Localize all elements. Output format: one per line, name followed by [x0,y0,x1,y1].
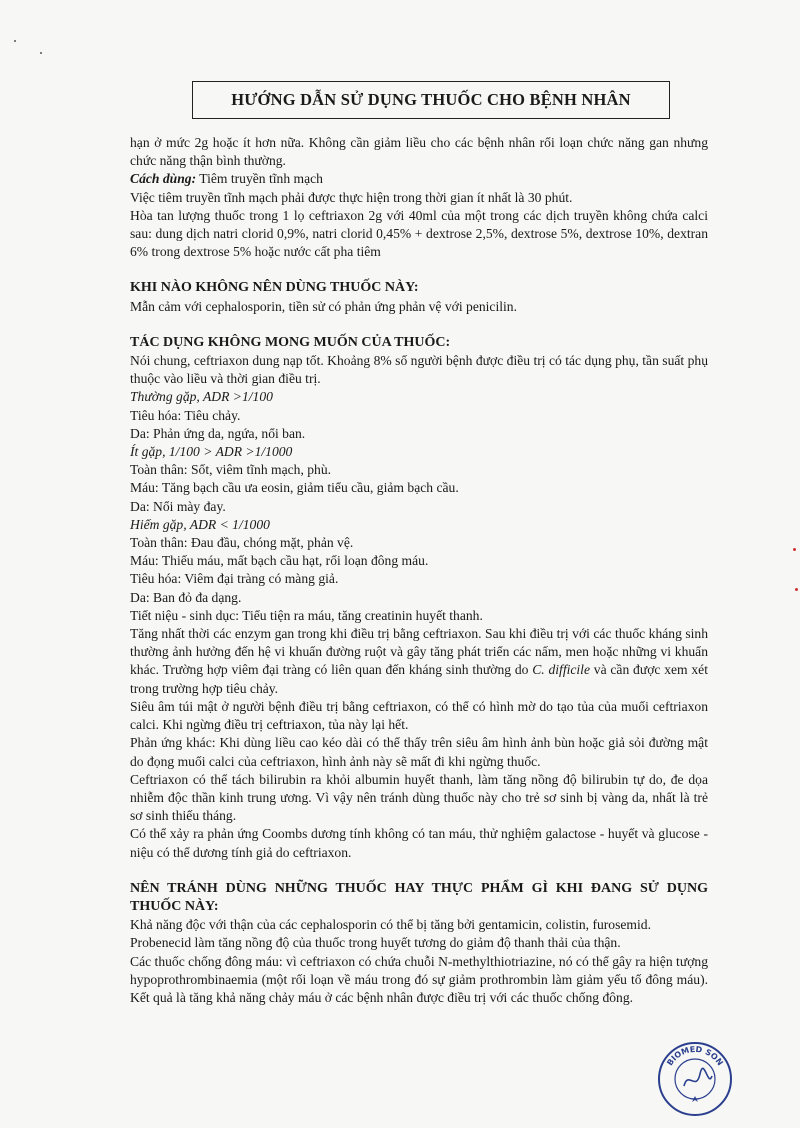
usage-text: Tiêm truyền tĩnh mạch [196,171,323,187]
usage-line [130,170,708,188]
company-stamp [656,1040,734,1118]
side-effects-heading: TÁC DỤNG KHÔNG MONG MUỐN CỦA THUỐC: [130,334,451,350]
edge-mark [795,588,798,591]
rare-item: Tiết niệu - sinh dục: Tiểu tiện ra máu, tăng creatinin huyết thanh. [130,607,483,623]
uncommon-item: Máu: Tăng bạch cầu ưa eosin, giảm tiểu cầu, giảm bạch cầu. [130,480,459,496]
liver-enzyme-paragraph [130,625,708,698]
edge-mark [793,548,796,551]
liver-text-a: Tăng nhất thời các enzym gan trong khi điều trị bằng ceftriaxon. Sau khi điều trị với các thuốc kháng sinh thường ảnh hưởng đến hệ vi khuẩn đường ruột và gây tăng phát triển các nấm, men hoặc những vi khuẩn khác. Trường hợp viêm đại tràng có liên quan đến kháng sinh thường do [130,626,708,678]
stamp-text: BIOMED SON [665,1044,725,1068]
other-reactions-paragraph: Phản ứng khác: Khi dùng liều cao kéo dài có thể thấy trên siêu âm hình ảnh bùn hoặc giả sỏi đường mật do đọng muối calci của ceftriaxon, hình ảnh này sẽ mất đi khi ngừng thuốc. [130,735,708,769]
uncommon-item: Da: Nổi mày đay. [130,498,226,514]
organism-name: C. difficile [532,662,590,678]
liver-text-b: và cần được xem xét trong trường hợp tiêu chảy. [130,662,708,696]
uncommon-item: Toàn thân: Sốt, viêm tĩnh mạch, phù. [130,462,332,478]
gallbladder-paragraph: Siêu âm túi mật ở người bệnh điều trị bằng ceftriaxon, có thể có hình mờ do tạo tủa của muối ceftriaxon calci. Khi ngừng điều trị ceftriaxon, tủa này lại hết. [130,698,708,733]
scan-speck [14,40,16,42]
side-effects-intro: Nói chung, ceftriaxon dung nạp tốt. Khoảng 8% số người bệnh được điều trị có tác dụng phụ, tần suất phụ thuộc vào liều và thời gian điều trị. [130,353,708,387]
interactions-heading: NÊN TRÁNH DÙNG NHỮNG THUỐC HAY THỰC PHẨM GÌ KHI ĐANG SỬ DỤNG THUỐC NÀY: [130,880,708,914]
kidney-toxicity-paragraph: Khả năng độc với thận của các cephalosporin có thể bị tăng bởi gentamicin, colistin, furosemid. [130,917,651,933]
scan-speck [40,52,42,54]
common-label: Thường gặp, ADR >1/100 [130,389,273,405]
rare-item: Máu: Thiếu máu, mất bạch cầu hạt, rối loạn đông máu. [130,553,429,569]
rare-label: Hiếm gặp, ADR < 1/1000 [130,516,270,532]
coombs-paragraph: Có thể xảy ra phản ứng Coombs dương tính không có tan máu, thử nghiệm galactose - huyết và glucose - niệu có thể dương tính giả do ceftriaxon. [130,826,708,860]
rare-item: Da: Ban đỏ đa dạng. [130,589,242,605]
common-item: Da: Phản ứng da, ngứa, nổi ban. [130,425,306,441]
page-title: HƯỚNG DẪN SỬ DỤNG THUỐC CHO BỆNH NHÂN [192,81,670,119]
contraindications-heading: KHI NÀO KHÔNG NÊN DÙNG THUỐC NÀY: [130,280,419,296]
dilution-text: Hòa tan lượng thuốc trong 1 lọ ceftriaxon 2g với 40ml của một trong các dịch truyền không chứa calci sau: dung dịch natri clorid 0,9%, natri clorid 0,45% + dextrose 2,5%, dextrose 5%, dextrose 10%, dextran 6% trong dextrose 5% hoặc nước cất pha tiêm [130,207,708,260]
usage-label: Cách dùng: [130,171,197,187]
probenecid-paragraph: Probenecid làm tăng nồng độ của thuốc trong huyết tương do giảm độ thanh thải của thận. [130,935,621,951]
intro-dosage-text: hạn ở mức 2g hoặc ít hơn nữa. Không cần giảm liều cho các bệnh nhân rối loạn chức năng gan nhưng chức năng thận bình thường. [130,135,708,169]
rare-item: Toàn thân: Đau đầu, chóng mặt, phản vệ. [130,535,354,551]
signature-scribble [684,1068,712,1086]
common-item: Tiêu hóa: Tiêu chảy. [130,407,241,423]
rare-item: Tiêu hóa: Viêm đại tràng có màng giả. [130,571,339,587]
bilirubin-paragraph: Ceftriaxon có thể tách bilirubin ra khỏi albumin huyết thanh, làm tăng nồng độ bilirubin tự do, đe dọa nhiễm độc thần kinh trung ương. Vì vậy nên tránh dùng thuốc này cho trẻ sơ sinh bị vàng da, nhất là trẻ sơ sinh thiếu tháng. [130,771,708,824]
infusion-time-text: Việc tiêm truyền tĩnh mạch phải được thực hiện trong thời gian ít nhất là 30 phút. [130,189,573,205]
uncommon-label: Ít gặp, 1/100 > ADR >1/1000 [130,444,293,460]
document-body [130,134,708,1007]
contraindications-text: Mẫn cảm với cephalosporin, tiền sử có phản ứng phản vệ với penicilin. [130,298,517,314]
anticoagulant-paragraph: Các thuốc chống đông máu: vì ceftriaxon có chứa chuỗi N-methylthiotriazine, nó có thể gây ra hiện tượng hypoprothrombinaemia (một rối loạn về máu trong đó sự giảm prothrombin làm giảm yếu tố đông máu). Kết quả là tăng khả năng chảy máu ở các bệnh nhân được điều trị với các thuốc chống đông. [130,953,708,1005]
